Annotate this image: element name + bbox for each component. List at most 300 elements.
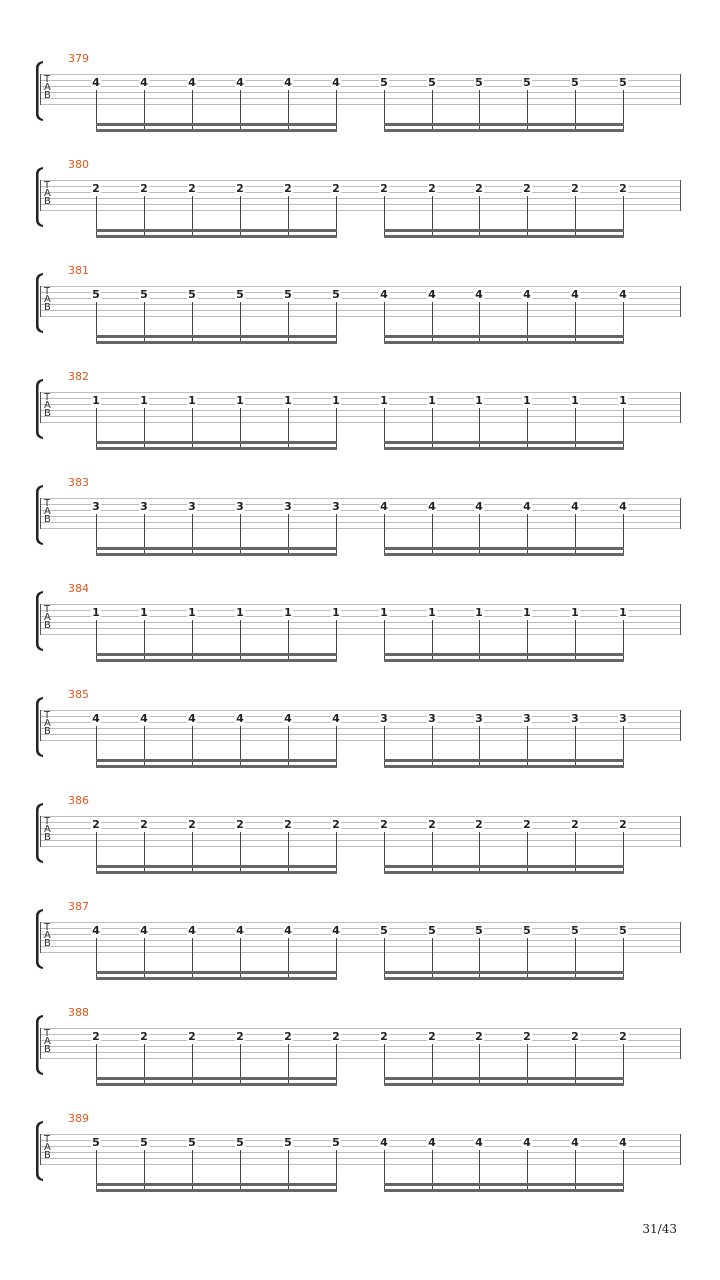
fret-number: 1 <box>140 606 148 619</box>
tab-clef-letter: T <box>44 286 51 297</box>
fret-number: 4 <box>619 500 627 513</box>
tab-system <box>0 582 720 688</box>
fret-number: 5 <box>523 76 531 89</box>
barline-end <box>680 1134 681 1165</box>
beam-primary <box>96 123 337 126</box>
measure-number: 386 <box>68 794 89 807</box>
tab-clef-letter: B <box>44 1044 51 1055</box>
fret-number: 4 <box>380 500 388 513</box>
fret-number: 4 <box>332 924 340 937</box>
tab-clef-letter: A <box>44 82 51 93</box>
fret-number: 2 <box>523 818 531 831</box>
fret-number: 3 <box>92 500 100 513</box>
staff-line <box>40 952 681 953</box>
tab-clef-letter: T <box>44 74 51 85</box>
beam-primary <box>384 229 624 232</box>
measure-number: 388 <box>68 1006 89 1019</box>
fret-number: 2 <box>236 182 244 195</box>
beam-secondary <box>96 235 337 238</box>
fret-number: 4 <box>523 500 531 513</box>
fret-number: 5 <box>619 76 627 89</box>
fret-number: 2 <box>428 818 436 831</box>
fret-number: 2 <box>332 1030 340 1043</box>
barline-end <box>680 816 681 847</box>
fret-number: 1 <box>571 606 579 619</box>
staff-line <box>40 516 681 517</box>
fret-number: 5 <box>284 288 292 301</box>
fret-number: 1 <box>188 394 196 407</box>
barline-start <box>40 180 41 211</box>
beam-secondary <box>384 765 624 768</box>
fret-number: 3 <box>380 712 388 725</box>
staff-line <box>40 304 681 305</box>
beam-primary <box>384 865 624 868</box>
fret-number: 5 <box>284 1136 292 1149</box>
tab-system <box>0 52 720 158</box>
fret-number: 4 <box>284 712 292 725</box>
tab-clef-letter: A <box>44 824 51 835</box>
fret-number: 1 <box>236 394 244 407</box>
tab-clef-letter: T <box>44 498 51 509</box>
fret-number: 4 <box>571 1136 579 1149</box>
beam-primary <box>384 335 624 338</box>
fret-number: 4 <box>523 288 531 301</box>
staff-line <box>40 1164 681 1165</box>
fret-number: 4 <box>188 924 196 937</box>
tab-clef-letter: A <box>44 1036 51 1047</box>
fret-number: 4 <box>140 76 148 89</box>
beam-primary <box>96 759 337 762</box>
staff-line <box>40 840 681 841</box>
fret-number: 5 <box>92 288 100 301</box>
beam-secondary <box>96 659 337 662</box>
fret-number: 4 <box>523 1136 531 1149</box>
staff-line <box>40 622 681 623</box>
tab-clef-letter: T <box>44 922 51 933</box>
barline-end <box>680 498 681 529</box>
barline-start <box>40 816 41 847</box>
tab-clef-letter: B <box>44 938 51 949</box>
fret-number: 2 <box>523 1030 531 1043</box>
tab-clef-letter: A <box>44 718 51 729</box>
fret-number: 5 <box>428 76 436 89</box>
staff-line <box>40 1146 681 1147</box>
measure-number: 382 <box>68 370 89 383</box>
fret-number: 4 <box>475 1136 483 1149</box>
fret-number: 4 <box>188 712 196 725</box>
fret-number: 2 <box>571 182 579 195</box>
tab-clef-letter: B <box>44 832 51 843</box>
fret-number: 1 <box>284 606 292 619</box>
staff-line <box>40 1046 681 1047</box>
tab-clef-letter: A <box>44 506 51 517</box>
beam-secondary <box>384 1083 624 1086</box>
fret-number: 4 <box>284 76 292 89</box>
tab-clef-letter: B <box>44 1150 51 1161</box>
staff-line <box>40 1052 681 1053</box>
staff-line <box>40 198 681 199</box>
fret-number: 5 <box>428 924 436 937</box>
fret-number: 4 <box>236 76 244 89</box>
fret-number: 4 <box>92 924 100 937</box>
fret-number: 2 <box>619 182 627 195</box>
fret-number: 2 <box>475 818 483 831</box>
fret-number: 5 <box>236 288 244 301</box>
fret-number: 2 <box>332 182 340 195</box>
staff-line <box>40 822 681 823</box>
fret-number: 2 <box>475 182 483 195</box>
barline-end <box>680 392 681 423</box>
tab-clef-letter: B <box>44 408 51 419</box>
staff-line <box>40 398 681 399</box>
barline-end <box>680 922 681 953</box>
fret-number: 1 <box>523 606 531 619</box>
fret-number: 4 <box>140 924 148 937</box>
staff-line <box>40 1040 681 1041</box>
fret-number: 5 <box>475 76 483 89</box>
beam-primary <box>384 441 624 444</box>
fret-number: 2 <box>284 1030 292 1043</box>
beam-primary <box>384 547 624 550</box>
barline-start <box>40 286 41 317</box>
beam-secondary <box>384 1189 624 1192</box>
fret-number: 2 <box>284 818 292 831</box>
staff-line <box>40 604 681 605</box>
fret-number: 5 <box>380 76 388 89</box>
beam-secondary <box>384 977 624 980</box>
fret-number: 5 <box>140 288 148 301</box>
beam-secondary <box>384 341 624 344</box>
fret-number: 2 <box>140 182 148 195</box>
fret-number: 1 <box>332 394 340 407</box>
measure-number: 385 <box>68 688 89 701</box>
staff-line <box>40 846 681 847</box>
fret-number: 2 <box>428 182 436 195</box>
tab-clef-letter: T <box>44 1134 51 1145</box>
barline-end <box>680 710 681 741</box>
tab-clef-letter: A <box>44 930 51 941</box>
beam-secondary <box>96 871 337 874</box>
staff-line <box>40 616 681 617</box>
fret-number: 4 <box>236 924 244 937</box>
beam-primary <box>384 653 624 656</box>
fret-number: 2 <box>140 1030 148 1043</box>
fret-number: 2 <box>188 182 196 195</box>
staff-line <box>40 504 681 505</box>
barline-start <box>40 922 41 953</box>
staff-line <box>40 946 681 947</box>
fret-number: 3 <box>428 712 436 725</box>
fret-number: 2 <box>236 1030 244 1043</box>
barline-start <box>40 1028 41 1059</box>
beam-secondary <box>96 341 337 344</box>
fret-number: 2 <box>380 1030 388 1043</box>
fret-number: 4 <box>92 712 100 725</box>
fret-number: 4 <box>380 1136 388 1149</box>
staff-line <box>40 628 681 629</box>
beam-primary <box>96 335 337 338</box>
tab-clef-letter: A <box>44 612 51 623</box>
fret-number: 2 <box>571 1030 579 1043</box>
tab-system <box>0 900 720 1006</box>
fret-number: 1 <box>619 394 627 407</box>
fret-number: 4 <box>236 712 244 725</box>
staff-line <box>40 98 681 99</box>
staff-line <box>40 816 681 817</box>
fret-number: 4 <box>380 288 388 301</box>
fret-number: 2 <box>619 818 627 831</box>
staff-line <box>40 716 681 717</box>
beam-secondary <box>384 447 624 450</box>
fret-number: 3 <box>619 712 627 725</box>
barline-start <box>40 604 41 635</box>
beam-primary <box>96 971 337 974</box>
beam-secondary <box>96 447 337 450</box>
beam-primary <box>96 1077 337 1080</box>
beam-secondary <box>384 235 624 238</box>
barline-start <box>40 710 41 741</box>
beam-secondary <box>96 765 337 768</box>
fret-number: 1 <box>475 606 483 619</box>
staff-line <box>40 834 681 835</box>
page-number: 31/43 <box>642 1222 677 1236</box>
staff-line <box>40 522 681 523</box>
fret-number: 4 <box>475 500 483 513</box>
tab-system <box>0 1006 720 1112</box>
tab-clef-letter: B <box>44 514 51 525</box>
fret-number: 1 <box>380 394 388 407</box>
fret-number: 4 <box>571 500 579 513</box>
fret-number: 2 <box>284 182 292 195</box>
tab-system <box>0 476 720 582</box>
fret-number: 2 <box>188 1030 196 1043</box>
staff-line <box>40 416 681 417</box>
staff-line <box>40 928 681 929</box>
staff-line <box>40 1152 681 1153</box>
staff-line <box>40 722 681 723</box>
measure-number: 381 <box>68 264 89 277</box>
staff-line <box>40 1134 681 1135</box>
tab-clef-letter: A <box>44 294 51 305</box>
beam-secondary <box>384 871 624 874</box>
beam-primary <box>96 547 337 550</box>
barline-end <box>680 74 681 105</box>
tab-clef-letter: B <box>44 90 51 101</box>
tab-clef-letter: T <box>44 604 51 615</box>
staff-line <box>40 292 681 293</box>
staff-line <box>40 1034 681 1035</box>
fret-number: 4 <box>92 76 100 89</box>
measure-number: 389 <box>68 1112 89 1125</box>
tab-clef-letter: T <box>44 710 51 721</box>
tab-clef-letter: T <box>44 1028 51 1039</box>
tab-clef-letter: B <box>44 302 51 313</box>
fret-number: 5 <box>92 1136 100 1149</box>
fret-number: 4 <box>332 712 340 725</box>
fret-number: 4 <box>428 500 436 513</box>
fret-number: 1 <box>92 394 100 407</box>
staff-line <box>40 392 681 393</box>
fret-number: 5 <box>571 924 579 937</box>
fret-number: 4 <box>284 924 292 937</box>
beam-secondary <box>96 1083 337 1086</box>
fret-number: 3 <box>523 712 531 725</box>
fret-number: 1 <box>140 394 148 407</box>
fret-number: 1 <box>284 394 292 407</box>
tab-clef-letter: T <box>44 816 51 827</box>
tab-clef-letter: A <box>44 1142 51 1153</box>
tab-system <box>0 370 720 476</box>
staff-line <box>40 92 681 93</box>
measure-number: 384 <box>68 582 89 595</box>
staff-line <box>40 510 681 511</box>
tab-system <box>0 1112 720 1218</box>
staff-line <box>40 634 681 635</box>
beam-primary <box>384 1077 624 1080</box>
fret-number: 5 <box>140 1136 148 1149</box>
fret-number: 3 <box>284 500 292 513</box>
fret-number: 4 <box>188 76 196 89</box>
fret-number: 4 <box>619 1136 627 1149</box>
staff-line <box>40 104 681 105</box>
fret-number: 1 <box>380 606 388 619</box>
staff-line <box>40 80 681 81</box>
staff-line <box>40 710 681 711</box>
fret-number: 2 <box>332 818 340 831</box>
barline-start <box>40 1134 41 1165</box>
tab-clef-letter: T <box>44 392 51 403</box>
tab-clef-letter: T <box>44 180 51 191</box>
fret-number: 5 <box>475 924 483 937</box>
tab-clef-letter: B <box>44 620 51 631</box>
staff-line <box>40 422 681 423</box>
fret-number: 4 <box>619 288 627 301</box>
fret-number: 2 <box>619 1030 627 1043</box>
staff-line <box>40 740 681 741</box>
staff-line <box>40 734 681 735</box>
staff-line <box>40 940 681 941</box>
barline-end <box>680 1028 681 1059</box>
tab-clef-letter: A <box>44 188 51 199</box>
measure-number: 387 <box>68 900 89 913</box>
fret-number: 1 <box>475 394 483 407</box>
fret-number: 1 <box>188 606 196 619</box>
fret-number: 2 <box>571 818 579 831</box>
staff-line <box>40 1028 681 1029</box>
fret-number: 5 <box>523 924 531 937</box>
beam-secondary <box>384 129 624 132</box>
tab-clef-letter: A <box>44 400 51 411</box>
fret-number: 2 <box>92 1030 100 1043</box>
staff-line <box>40 186 681 187</box>
staff-line <box>40 1158 681 1159</box>
fret-number: 1 <box>523 394 531 407</box>
staff-line <box>40 498 681 499</box>
fret-number: 4 <box>332 76 340 89</box>
fret-number: 4 <box>571 288 579 301</box>
staff-line <box>40 286 681 287</box>
measure-number: 383 <box>68 476 89 489</box>
beam-primary <box>96 229 337 232</box>
fret-number: 1 <box>236 606 244 619</box>
measure-number: 380 <box>68 158 89 171</box>
tab-clef-letter: B <box>44 726 51 737</box>
fret-number: 5 <box>380 924 388 937</box>
beam-primary <box>384 759 624 762</box>
staff-line <box>40 1140 681 1141</box>
fret-number: 1 <box>92 606 100 619</box>
beam-secondary <box>96 1189 337 1192</box>
beam-primary <box>96 653 337 656</box>
fret-number: 4 <box>140 712 148 725</box>
fret-number: 2 <box>428 1030 436 1043</box>
beam-primary <box>384 1183 624 1186</box>
staff-line <box>40 180 681 181</box>
tab-clef-letter: B <box>44 196 51 207</box>
beam-primary <box>96 441 337 444</box>
fret-number: 1 <box>571 394 579 407</box>
fret-number: 5 <box>332 1136 340 1149</box>
fret-number: 2 <box>188 818 196 831</box>
fret-number: 2 <box>92 182 100 195</box>
staff-line <box>40 528 681 529</box>
staff-line <box>40 1058 681 1059</box>
tab-system <box>0 158 720 264</box>
fret-number: 3 <box>475 712 483 725</box>
fret-number: 3 <box>236 500 244 513</box>
staff-line <box>40 728 681 729</box>
beam-secondary <box>96 553 337 556</box>
fret-number: 5 <box>571 76 579 89</box>
tab-system <box>0 264 720 370</box>
staff-line <box>40 204 681 205</box>
staff-line <box>40 298 681 299</box>
beam-secondary <box>384 553 624 556</box>
fret-number: 4 <box>475 288 483 301</box>
fret-number: 5 <box>619 924 627 937</box>
fret-number: 1 <box>428 394 436 407</box>
fret-number: 3 <box>188 500 196 513</box>
staff-line <box>40 86 681 87</box>
staff-line <box>40 310 681 311</box>
fret-number: 5 <box>188 288 196 301</box>
beam-secondary <box>96 129 337 132</box>
staff-line <box>40 316 681 317</box>
staff-line <box>40 934 681 935</box>
barline-end <box>680 180 681 211</box>
tab-system <box>0 688 720 794</box>
fret-number: 2 <box>380 182 388 195</box>
barline-start <box>40 74 41 105</box>
staff-line <box>40 404 681 405</box>
fret-number: 4 <box>428 288 436 301</box>
fret-number: 4 <box>428 1136 436 1149</box>
fret-number: 1 <box>332 606 340 619</box>
fret-number: 2 <box>380 818 388 831</box>
staff-line <box>40 210 681 211</box>
fret-number: 2 <box>523 182 531 195</box>
staff-line <box>40 922 681 923</box>
beam-secondary <box>96 977 337 980</box>
fret-number: 2 <box>140 818 148 831</box>
barline-end <box>680 286 681 317</box>
fret-number: 1 <box>428 606 436 619</box>
fret-number: 5 <box>236 1136 244 1149</box>
barline-start <box>40 498 41 529</box>
fret-number: 5 <box>332 288 340 301</box>
staff-line <box>40 610 681 611</box>
fret-number: 2 <box>236 818 244 831</box>
